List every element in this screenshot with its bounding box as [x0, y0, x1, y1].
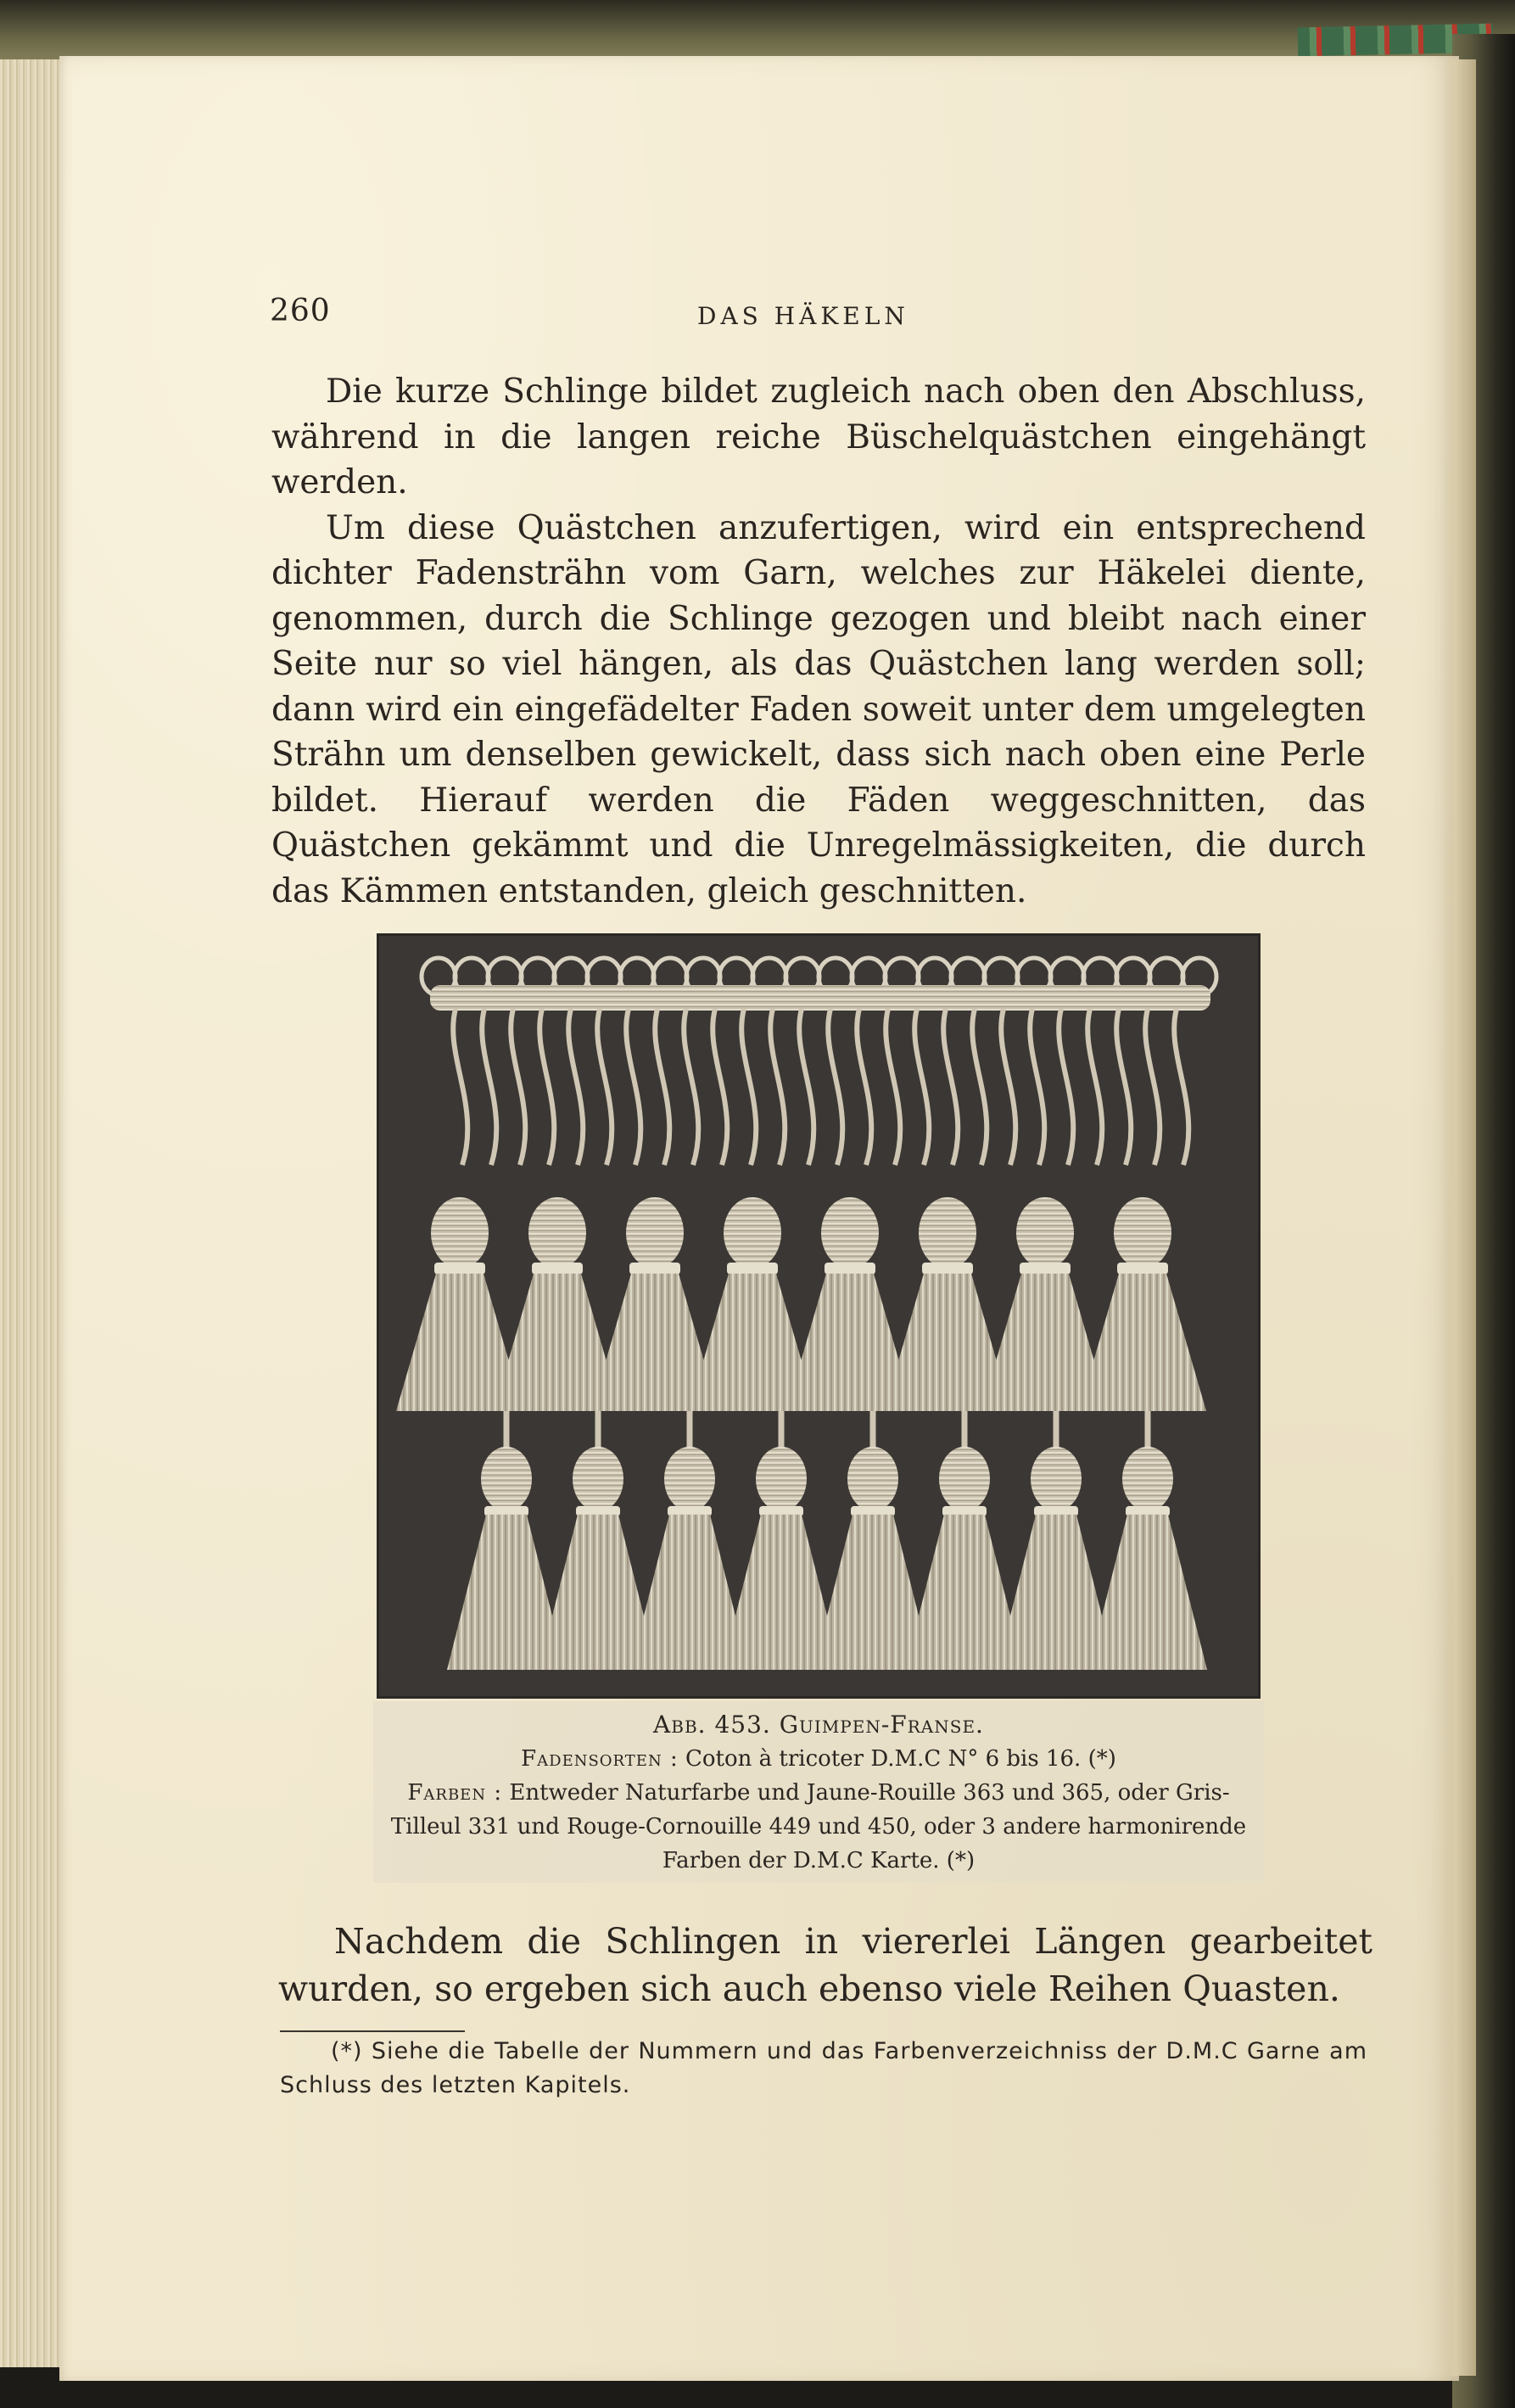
fadensorten-label: Fadensorten : — [521, 1746, 679, 1772]
tassel-wrap — [434, 1263, 485, 1274]
tassel-fringe-illustration — [379, 936, 1258, 1696]
caption-fadensorten — [373, 1742, 1264, 1776]
tassel-head — [821, 1197, 879, 1268]
page-gutter-shadow — [1442, 59, 1476, 2376]
footnote-rule — [280, 2030, 465, 2032]
tassel-head — [1114, 1197, 1171, 1268]
running-head: DAS HÄKELN — [697, 302, 909, 330]
farben-value: Entweder Naturfarbe und Jaune-Rouille 363 und 365, oder Gris-Tilleul 331 und Rouge-Cornouille 449 und 450, oder 3 andere harmonirende Farben der D.M.C Karte. (*) — [390, 1780, 1247, 1873]
footnote: (*) Siehe die Tabelle der Nummern und das Farbenverzeichniss der D.M.C Garne am Schluss des letzten Kapitels. — [280, 2038, 1367, 2098]
figure-caption — [373, 1701, 1264, 1883]
body-paragraph: Die kurze Schlinge bildet zugleich nach oben den Abschluss, während in die langen reiche Büschelquästchen eingehängt werden. — [271, 372, 1366, 501]
fadensorten-value: Coton à tricoter D.M.C N° 6 bis 16. (*) — [685, 1746, 1116, 1772]
caption-title: Abb. 453. Guimpen-Franse. — [653, 1711, 984, 1739]
body-text — [271, 369, 1366, 914]
tassel-wrap — [727, 1263, 778, 1274]
caption-farben — [373, 1776, 1264, 1878]
tassel-wrap — [825, 1263, 875, 1274]
closing-text — [278, 1918, 1372, 2013]
tassel-head — [626, 1197, 684, 1268]
tassel-wrap — [532, 1263, 583, 1274]
tassel-wrap — [1020, 1263, 1071, 1274]
tassel-wrap — [629, 1263, 680, 1274]
tassel-head — [756, 1447, 807, 1511]
tassel-head — [481, 1447, 532, 1511]
tassel-head — [1031, 1447, 1082, 1511]
tassel-head — [431, 1197, 489, 1268]
tassel-head — [847, 1447, 898, 1511]
page-number: 260 — [270, 294, 331, 328]
figure-tassel-fringe — [379, 936, 1258, 1696]
tassel-head — [664, 1447, 715, 1511]
tassel-head — [1016, 1197, 1074, 1268]
braided-band — [430, 985, 1210, 1011]
tassel-head — [724, 1197, 781, 1268]
closing-paragraph: Nachdem die Schlingen in viererlei Längen gearbeitet wurden, so ergeben sich auch ebenso viele Reihen Quasten. — [278, 1921, 1372, 2009]
tassel-head — [1122, 1447, 1173, 1511]
tassel-head — [919, 1197, 976, 1268]
tassel-wrap — [1117, 1263, 1168, 1274]
tassel-head — [939, 1447, 990, 1511]
tassel-head — [573, 1447, 623, 1511]
tassel-wrap — [922, 1263, 973, 1274]
farben-label: Farben : — [407, 1780, 503, 1806]
body-paragraph: Um diese Quästchen anzufertigen, wird ein entsprechend dichter Fadensträhn vom Garn, welches zur Häkelei diente, genommen, durch die Schlinge gezogen und bleibt nach einer Seite nur so viel hängen, als das Quästchen lang werden soll; dann wird ein eingefädelter Faden soweit unter dem umgelegten Strähn um denselben gewickelt, dass sich nach oben eine Perle bildet. Hierauf werden die Fäden weggeschnitten, das Quästchen gekämmt und die Unregelmässigkeiten, die durch das Kämmen entstanden, gleich geschnitten. — [271, 508, 1366, 910]
tassel-head — [528, 1197, 586, 1268]
